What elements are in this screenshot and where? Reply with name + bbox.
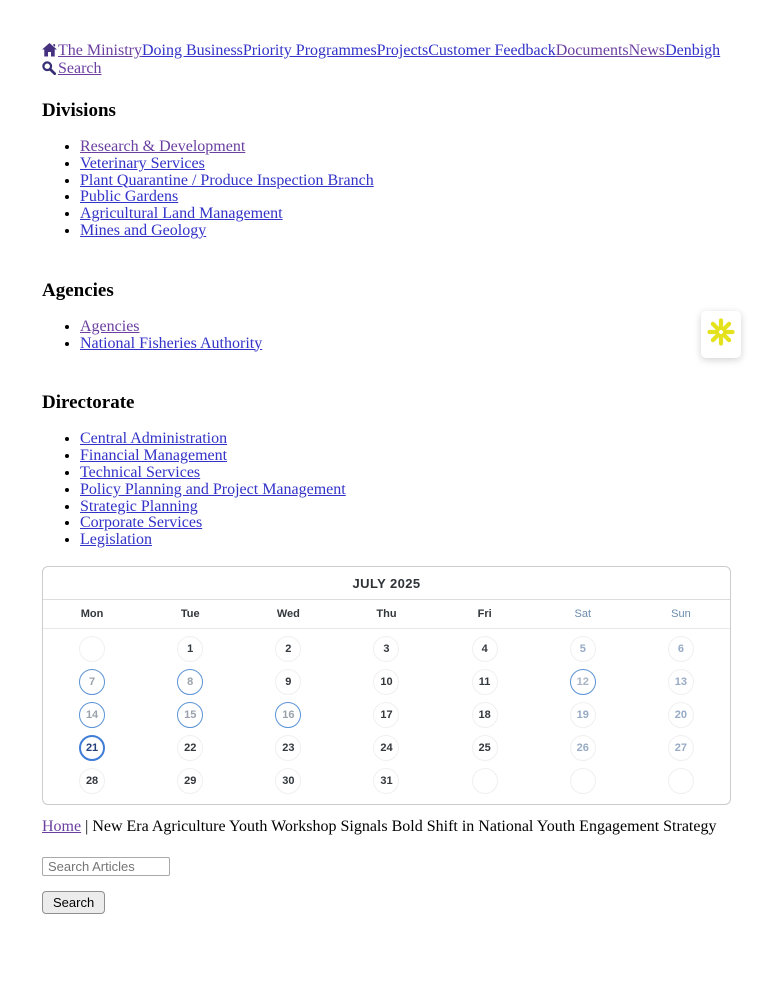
calendar-cell (436, 765, 534, 798)
nav-link-projects[interactable]: Projects (376, 42, 429, 59)
calendar-day-14[interactable]: 14 (79, 702, 105, 728)
home-icon-link[interactable] (42, 43, 57, 61)
calendar-day-13: 13 (668, 669, 694, 695)
accessibility-widget[interactable] (701, 311, 741, 358)
calendar-day-5: 5 (570, 636, 596, 662)
calendar-day-15[interactable]: 15 (177, 702, 203, 728)
link-strategic-planning[interactable]: Strategic Planning (80, 497, 198, 515)
calendar-cell (43, 732, 141, 765)
breadcrumb-separator: | (85, 817, 89, 835)
calendar-cell (534, 765, 632, 798)
calendar-cell (239, 765, 337, 798)
list-item (80, 431, 731, 448)
day-header-tue: Tue (180, 607, 200, 620)
day-header-sat: Sat (574, 607, 592, 620)
calendar-day-10: 10 (373, 669, 399, 695)
search-button[interactable]: Search (42, 891, 105, 914)
link-research-development[interactable]: Research & Development (80, 138, 246, 155)
list-divisions (42, 139, 731, 240)
asterisk-icon (706, 317, 736, 352)
calendar-day-27: 27 (668, 735, 694, 761)
list-item (80, 173, 731, 190)
calendar-cell (337, 699, 435, 732)
search-articles-input[interactable] (42, 857, 170, 876)
calendar-cell (239, 633, 337, 666)
home-icon (42, 44, 57, 61)
list-item (80, 336, 731, 353)
calendar-day-24: 24 (373, 735, 399, 761)
calendar-day-11: 11 (472, 669, 498, 695)
calendar-day-17: 17 (373, 702, 399, 728)
heading-directorate: Directorate (42, 392, 135, 414)
nav-link-denbigh[interactable]: Denbigh (665, 42, 721, 59)
calendar-cell (337, 765, 435, 798)
calendar-cell (43, 666, 141, 699)
search-row (42, 857, 731, 876)
calendar-day-31: 31 (373, 768, 399, 794)
link-central-administration[interactable]: Central Administration (80, 430, 228, 448)
search-icon (42, 61, 56, 75)
list-item (80, 139, 731, 156)
calendar-day-19: 19 (570, 702, 596, 728)
button-row (42, 891, 731, 914)
calendar-day-18: 18 (472, 702, 498, 728)
calendar-cell (436, 699, 534, 732)
list-item (80, 319, 731, 336)
calendar-cell (534, 699, 632, 732)
list-item (80, 206, 731, 223)
nav-link-news[interactable]: News (628, 42, 666, 59)
link-technical-services[interactable]: Technical Services (80, 463, 201, 481)
calendar-cell (632, 765, 730, 798)
calendar-cell (436, 633, 534, 666)
calendar-cell (43, 765, 141, 798)
day-header-mon: Mon (80, 607, 104, 620)
calendar-cell (141, 633, 239, 666)
list-agencies (42, 319, 731, 353)
calendar-cell (632, 699, 730, 732)
list-item (80, 156, 731, 173)
calendar-day-25: 25 (472, 735, 498, 761)
link-veterinary-services[interactable]: Veterinary Services (80, 154, 205, 172)
calendar-day-2: 2 (275, 636, 301, 662)
link-public-gardens[interactable]: Public Gardens (80, 188, 179, 206)
link-national-fisheries-authority[interactable]: National Fisheries Authority (80, 334, 263, 352)
list-item (80, 465, 731, 482)
day-header-sun: Sun (671, 607, 691, 620)
calendar-cell (141, 732, 239, 765)
calendar-cell (43, 699, 141, 732)
breadcrumb-home-link[interactable]: Home (42, 817, 82, 835)
calendar-day-29: 29 (177, 768, 203, 794)
calendar-day-12[interactable]: 12 (570, 669, 596, 695)
nav-search-label: Search (58, 60, 102, 77)
calendar-day-16[interactable]: 16 (275, 702, 301, 728)
list-directorate (42, 431, 731, 549)
nav-links (58, 42, 720, 59)
heading-agencies: Agencies (42, 279, 114, 301)
calendar-day-empty (79, 636, 105, 662)
calendar-day-empty (668, 768, 694, 794)
link-agencies[interactable]: Agencies (80, 317, 140, 335)
calendar-cell (632, 633, 730, 666)
calendar-day-23: 23 (275, 735, 301, 761)
list-item (80, 532, 731, 549)
calendar-day-empty (472, 768, 498, 794)
calendar-cell (534, 633, 632, 666)
calendar-cell (632, 666, 730, 699)
list-item (80, 223, 731, 240)
calendar-day-4: 4 (472, 636, 498, 662)
calendar-cell (141, 699, 239, 732)
calendar-day-empty (570, 768, 596, 794)
calendar-day-3: 3 (373, 636, 399, 662)
calendar-day-21[interactable]: 21 (79, 735, 105, 761)
nav-link-customer-feedback[interactable]: Customer Feedback (428, 42, 556, 59)
sections (42, 100, 731, 549)
calendar-cell (141, 765, 239, 798)
link-financial-management[interactable]: Financial Management (80, 447, 228, 465)
calendar-day-headers (43, 600, 730, 629)
list-item (80, 448, 731, 465)
list-item (80, 515, 731, 532)
link-plant-quarantine-produce-inspection-branch[interactable]: Plant Quarantine / Produce Inspection Branch (80, 171, 374, 189)
calendar-day-7[interactable]: 7 (79, 669, 105, 695)
link-policy-planning-and-project-management[interactable]: Policy Planning and Project Management (80, 480, 346, 498)
calendar-day-9: 9 (275, 669, 301, 695)
nav-search-link[interactable] (42, 60, 102, 77)
calendar-day-8[interactable]: 8 (177, 669, 203, 695)
calendar-cell (436, 666, 534, 699)
calendar-cell (337, 633, 435, 666)
calendar-cell (534, 732, 632, 765)
calendar-day-1: 1 (177, 636, 203, 662)
calendar-cell (436, 732, 534, 765)
breadcrumb (42, 818, 731, 836)
nav-link-priority-programmes[interactable]: Priority Programmes (242, 42, 377, 59)
calendar-cell (239, 699, 337, 732)
calendar (42, 566, 731, 805)
calendar-cell (337, 732, 435, 765)
calendar-grid (43, 629, 730, 804)
calendar-cell (337, 666, 435, 699)
calendar-cell (43, 633, 141, 666)
link-corporate-services[interactable]: Corporate Services (80, 514, 203, 532)
heading-divisions: Divisions (42, 100, 116, 121)
calendar-day-20: 20 (668, 702, 694, 728)
calendar-day-30: 30 (275, 768, 301, 794)
calendar-cell (534, 666, 632, 699)
calendar-day-6: 6 (668, 636, 694, 662)
nav-link-the-ministry[interactable]: The Ministry (58, 42, 142, 59)
list-item (80, 189, 731, 206)
link-agricultural-land-management[interactable]: Agricultural Land Management (80, 205, 283, 223)
nav-link-documents[interactable]: Documents (555, 42, 629, 59)
calendar-day-28: 28 (79, 768, 105, 794)
calendar-day-22: 22 (177, 735, 203, 761)
calendar-title: JULY 2025 (43, 567, 730, 600)
calendar-cell (239, 732, 337, 765)
top-nav (42, 43, 731, 77)
article-title: New Era Agriculture Youth Workshop Signals Bold Shift in National Youth Engagement Strategy (92, 817, 717, 835)
calendar-day-26: 26 (570, 735, 596, 761)
calendar-cell (632, 732, 730, 765)
calendar-cell (239, 666, 337, 699)
nav-link-doing-business[interactable]: Doing Business (142, 42, 243, 59)
link-legislation[interactable]: Legislation (80, 531, 152, 549)
day-header-wed: Wed (276, 607, 300, 620)
calendar-cell (141, 666, 239, 699)
day-header-fri: Fri (477, 607, 492, 620)
day-header-thu: Thu (376, 607, 397, 620)
list-item (80, 482, 731, 499)
list-item (80, 499, 731, 516)
link-mines-and-geology[interactable]: Mines and Geology (80, 221, 207, 239)
